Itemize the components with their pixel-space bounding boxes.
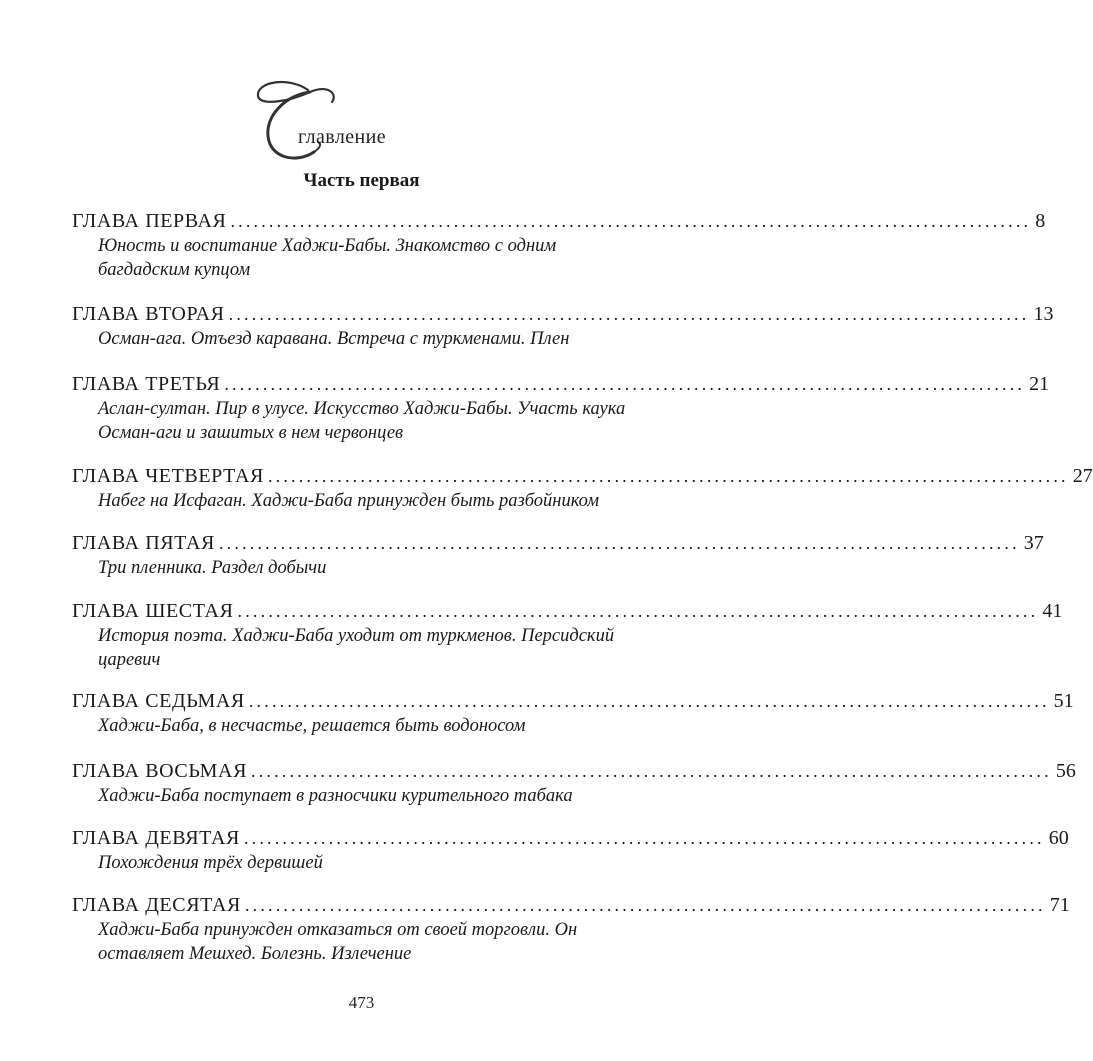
chapter-page: 41 — [1042, 600, 1063, 622]
chapter-description: Юность и воспитание Хаджи-Бабы. Знакомство с одним багдадским купцом — [98, 236, 557, 280]
chapter-page: 60 — [1048, 827, 1069, 849]
initial-letter: С — [276, 142, 277, 143]
chapter-title: ГЛАВА ШЕСТАЯ — [72, 600, 234, 622]
toc-entry[interactable] — [72, 892, 1070, 966]
chapter-description: История поэта. Хаджи-Баба уходит от туркменов. Персидский царевич — [98, 626, 615, 670]
chapter-title: ГЛАВА СЕДЬМАЯ — [72, 690, 245, 712]
chapter-description: Хаджи-Баба принужден отказаться от своей торговли. Он оставляет Мешхед. Болезнь. Излечение — [98, 920, 578, 964]
contents-heading — [0, 0, 723, 200]
chapter-title: ГЛАВА ВТОРАЯ — [72, 303, 225, 325]
chapter-page: 27 — [1072, 465, 1093, 487]
chapter-page: 13 — [1033, 303, 1054, 325]
chapter-description: Похождения трёх дервишей — [98, 853, 323, 873]
toc-entry[interactable] — [72, 688, 1074, 738]
chapter-description: Три пленника. Раздел добычи — [98, 558, 327, 578]
chapter-description: Хаджи-Баба, в несчастье, решается быть водоносом — [98, 716, 526, 736]
toc-entry[interactable] — [72, 598, 1063, 672]
toc-entry[interactable] — [72, 758, 1076, 808]
chapter-description: Осман-ага. Отъезд каравана. Встреча с туркменами. Плен — [98, 329, 570, 349]
page-number: 473 — [348, 993, 375, 1012]
dot-leader: ........................................................................................................ — [243, 828, 1045, 848]
toc-entry[interactable] — [72, 463, 1093, 513]
chapter-title: ГЛАВА ПЯТАЯ — [72, 532, 215, 554]
dot-leader: ........................................................................................................ — [237, 601, 1039, 621]
chapter-page: 71 — [1049, 894, 1070, 916]
chapter-page: 51 — [1053, 690, 1074, 712]
dot-leader: ........................................................................................................ — [244, 895, 1046, 915]
chapter-page: 56 — [1055, 760, 1076, 782]
chapter-page: 21 — [1029, 373, 1050, 395]
chapter-page: 37 — [1023, 532, 1044, 554]
chapter-title: ГЛАВА ВОСЬМАЯ — [72, 760, 248, 782]
dot-leader: ........................................................................................................ — [230, 211, 1032, 231]
toc-entry[interactable] — [72, 530, 1044, 580]
dot-leader: ........................................................................................................ — [218, 533, 1020, 553]
toc-entry[interactable] — [72, 825, 1069, 875]
part-title: Часть первая — [303, 170, 420, 191]
chapter-description: Набег на Исфаган. Хаджи-Баба принужден быть разбойником — [98, 491, 600, 511]
chapter-description: Аслан-султан. Пир в улусе. Искусство Хаджи-Бабы. Участь каука Осман-аги и зашитых в нем червонцев — [98, 399, 626, 443]
chapter-page: 8 — [1035, 210, 1046, 232]
toc-entry[interactable] — [72, 301, 1054, 351]
chapter-title: ГЛАВА ПЕРВАЯ — [72, 210, 227, 232]
chapter-description: Хаджи-Баба поступает в разносчики курительного табака — [98, 786, 573, 806]
dot-leader: ........................................................................................................ — [251, 761, 1052, 781]
page-title: главление — [298, 126, 386, 148]
toc-entry[interactable] — [72, 371, 1050, 445]
dot-leader: ........................................................................................................ — [224, 374, 1026, 394]
chapter-title: ГЛАВА ЧЕТВЕРТАЯ — [72, 465, 264, 487]
toc-entry[interactable] — [72, 208, 1046, 282]
dot-leader: ........................................................................................................ — [248, 691, 1050, 711]
decorative-initial-c — [248, 72, 340, 172]
chapter-title: ГЛАВА ДЕСЯТАЯ — [72, 894, 241, 916]
chapter-title: ГЛАВА ДЕВЯТАЯ — [72, 827, 240, 849]
dot-leader: ........................................................................................................ — [267, 466, 1069, 486]
chapter-title: ГЛАВА ТРЕТЬЯ — [72, 373, 221, 395]
dot-leader: ........................................................................................................ — [228, 304, 1030, 324]
